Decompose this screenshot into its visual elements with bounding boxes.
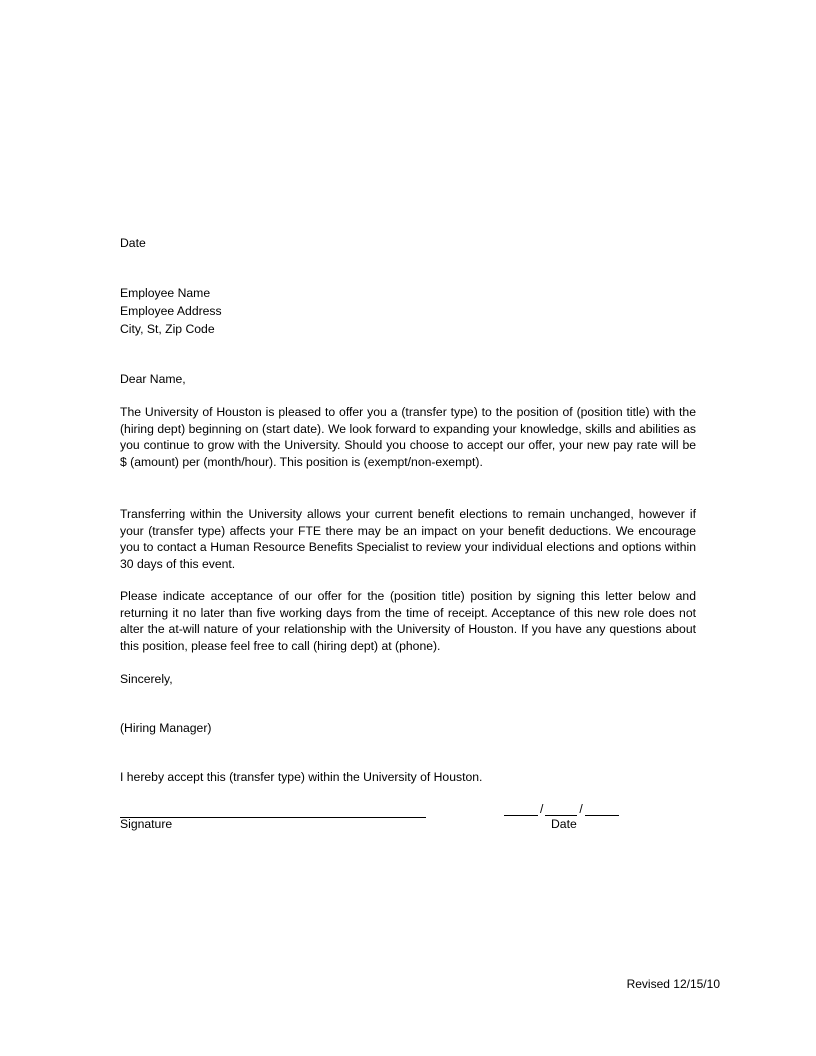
closing: Sincerely, [120, 672, 173, 686]
paragraph-benefits: Transferring within the University allows your current benefit elections to remain unchanged, however if your (transfer type) affects your FTE there may be an impact on your benefit deductions. We encourage you to contact a Human Resource Benefits Specialist to review your individual elections and options within 30 days of this event. [120, 507, 696, 571]
paragraph-offer: The University of Houston is pleased to offer you a (transfer type) to the position of (position title) with the (hiring dept) beginning on (start date). We look forward to expanding your knowledge, skills and abilities as you continue to grow with the University. Should you choose to accept our offer, your new pay rate will be $ (amount) per (month/hour). This position is (exempt/non-exempt). [120, 405, 696, 469]
date-year-blank[interactable] [585, 802, 619, 816]
hiring-manager: (Hiring Manager) [120, 721, 212, 735]
acceptance-statement: I hereby accept this (transfer type) within the University of Houston. [120, 770, 483, 784]
date-slash: / [579, 802, 583, 816]
city-state-zip: City, St, Zip Code [120, 322, 215, 336]
salutation: Dear Name, [120, 372, 186, 386]
revised-footer: Revised 12/15/10 [626, 977, 720, 991]
date-line: Date [120, 236, 146, 250]
paragraph-acceptance: Please indicate acceptance of our offer for the (position title) position by signing this letter below and returning it no later than five working days from the time of receipt. Acceptance of this new role does not alter the at-will nature of your relationship with the University of Houston. If you have any questions about this position, please feel free to call (hiring dept) at (phone). [120, 589, 696, 653]
date-month-blank[interactable] [504, 802, 538, 816]
employee-address: Employee Address [120, 304, 222, 318]
signature-label: Signature [120, 817, 173, 831]
employee-name: Employee Name [120, 286, 211, 300]
date-slash: / [540, 802, 544, 816]
date-label: Date [551, 817, 577, 831]
date-day-blank[interactable] [545, 802, 577, 816]
date-blanks [504, 802, 619, 816]
